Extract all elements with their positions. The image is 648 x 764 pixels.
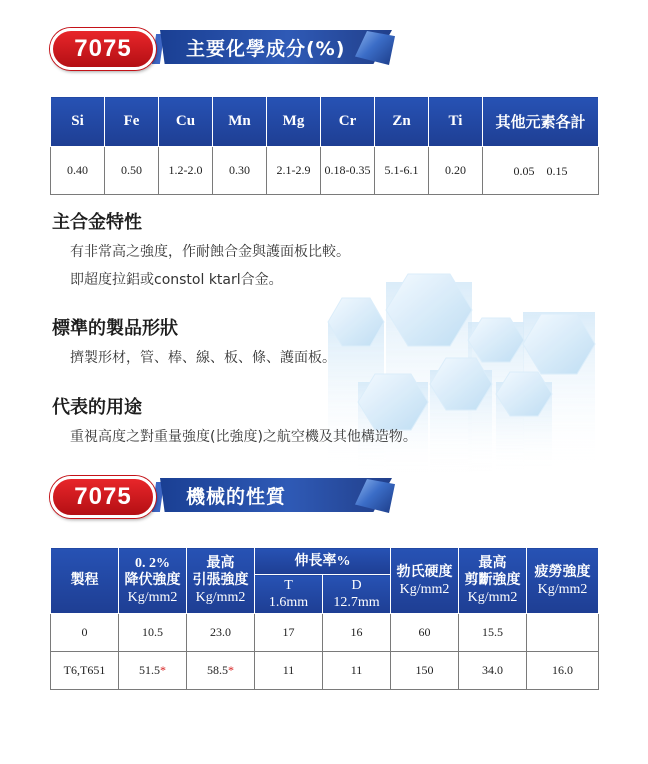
cell-shear: 15.5 [459,614,527,652]
header-elongation-label: 伸長率% [294,553,351,569]
value-si: 0.40 [51,147,105,195]
features-section [52,208,350,298]
composition-header-row [51,97,599,147]
cell-yield-value: 51.5 [139,663,160,677]
footnote-star: * [160,663,166,677]
header-hardness-unit: Kg/mm2 [399,581,450,597]
value-others: 0.05 0.15 [483,147,599,195]
mechanical-header-row [51,548,599,575]
header-fatigue-top: 疲勞強度 [534,564,591,580]
cell-tensile-value: 58.5 [207,663,228,677]
features-line: 有非常高之強度，作耐蝕合金與護面板比較。 [70,244,350,260]
header-elongation-d [323,575,391,614]
header-shear [459,548,527,614]
value-zn: 5.1-6.1 [375,147,429,195]
cell-temper: T6,T651 [51,652,119,690]
header-elongation [255,548,391,575]
header-yield-unit: Kg/mm2 [127,590,178,605]
mechanical-table [50,547,599,690]
value-cu: 1.2-2.0 [159,147,213,195]
header-elongation-t-label: T [284,578,293,593]
header-elongation-d-label: D [351,578,362,593]
header-yield [119,548,187,614]
value-mg: 2.1-2.9 [267,147,321,195]
uses-section [52,393,417,455]
cell-fatigue: 16.0 [527,652,599,690]
cell-tensile [187,614,255,652]
composition-table [50,96,599,195]
cell-elongation-t: 11 [255,652,323,690]
cell-temper: 0 [51,614,119,652]
header-elongation-d-unit: 12.7mm [333,595,380,610]
header-hardness [391,548,459,614]
footnote-star: * [228,663,234,677]
header-temper-label: 製程 [70,573,99,588]
header-yield-mid: 降伏強度 [124,573,181,588]
cell-yield [119,652,187,690]
header-tensile [187,548,255,614]
header-elongation-t [255,575,323,614]
header-tensile-mid: 引張強度 [192,573,249,588]
alloy-badge: 7075 [50,476,156,518]
header-shear-mid: 剪斷強度 [464,573,521,588]
header-hardness-top: 勃氏硬度 [396,564,453,580]
products-section [52,314,336,376]
header-mg: Mg [267,97,321,147]
composition-banner [50,28,395,68]
header-fatigue-unit: Kg/mm2 [537,581,588,597]
cell-yield-value: 10.5 [142,625,163,639]
composition-value-row [51,147,599,195]
features-line: 即超度拉鋁或constol ktarl合金。 [70,272,283,288]
header-fe: Fe [105,97,159,147]
header-shear-top: 最高 [478,556,507,571]
uses-heading: 代表的用途 [52,397,142,418]
value-mn: 0.30 [213,147,267,195]
composition-title: 主要化學成分(%) [186,38,346,60]
value-fe: 0.50 [105,147,159,195]
header-zn: Zn [375,97,429,147]
header-cr: Cr [321,97,375,147]
value-ti: 0.20 [429,147,483,195]
uses-line: 重視高度之對重量強度(比強度)之航空機及其他構造物。 [70,429,417,445]
table-row [51,614,599,652]
header-yield-top: 0. 2% [135,556,170,571]
header-shear-unit: Kg/mm2 [467,590,518,605]
cell-shear: 34.0 [459,652,527,690]
mechanical-title: 機械的性質 [186,486,287,508]
alloy-badge: 7075 [50,28,156,70]
header-temper [51,548,119,614]
features-heading: 主合金特性 [52,212,142,233]
header-mn: Mn [213,97,267,147]
value-cr: 0.18-0.35 [321,147,375,195]
header-si: Si [51,97,105,147]
header-tensile-top: 最高 [206,556,235,571]
products-line: 擠製形材，管、棒、線、板、條、護面板。 [70,350,336,366]
cell-elongation-d: 11 [323,652,391,690]
cell-hardness: 150 [391,652,459,690]
cell-elongation-t: 17 [255,614,323,652]
header-others: 其他元素各計 [483,97,599,147]
cell-tensile [187,652,255,690]
table-row [51,652,599,690]
cell-tensile-value: 23.0 [210,625,231,639]
header-fatigue [527,548,599,614]
header-cu: Cu [159,97,213,147]
cell-yield [119,614,187,652]
header-tensile-unit: Kg/mm2 [195,590,246,605]
cell-hardness: 60 [391,614,459,652]
header-elongation-t-unit: 1.6mm [268,595,309,610]
products-heading: 標準的製品形狀 [52,318,178,339]
mechanical-banner [50,476,395,516]
cell-fatigue [527,614,599,652]
cell-elongation-d: 16 [323,614,391,652]
header-ti: Ti [429,97,483,147]
